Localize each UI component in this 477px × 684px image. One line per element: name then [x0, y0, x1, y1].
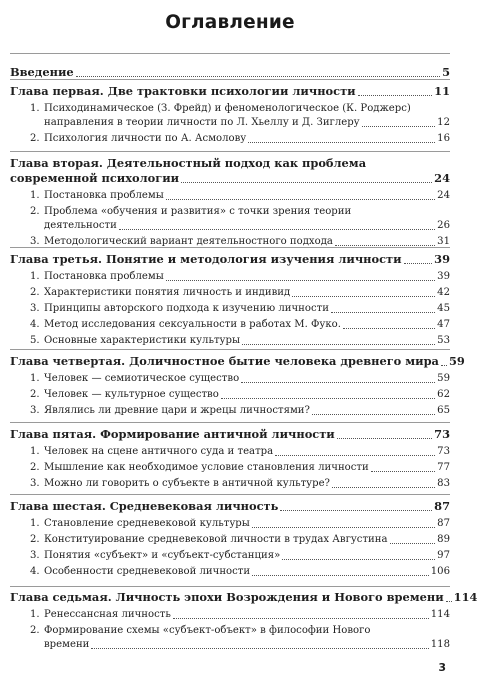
- entry-title: Методологический вариант деятельностного подхода: [44, 236, 333, 247]
- item-row[interactable]: [30, 132, 450, 146]
- entry-title: деятельности: [44, 220, 117, 231]
- item-row[interactable]: [30, 461, 450, 475]
- page-ref: 59: [448, 354, 465, 368]
- entry-title: Метод исследования сексуальности в работах М. Фуко.: [44, 319, 341, 330]
- item-number: 3.: [30, 550, 40, 561]
- dot-leader: [181, 182, 432, 183]
- item-number: 3.: [30, 478, 40, 489]
- item-number: 5.: [30, 335, 40, 346]
- toc-item[interactable]: [30, 286, 450, 300]
- toc-item[interactable]: [30, 189, 450, 203]
- toc-item[interactable]: [30, 517, 450, 531]
- dot-leader: [119, 229, 435, 230]
- page-ref: 16: [437, 133, 450, 144]
- chapter-heading: [10, 590, 477, 605]
- item-number: 3.: [30, 236, 40, 247]
- page-ref: 106: [430, 566, 450, 577]
- entry-title: Основные характеристики культуры: [44, 335, 240, 346]
- dot-leader: [248, 142, 435, 143]
- item-number: 1.: [30, 446, 40, 457]
- entry-title: Психодинамическое (З. Фрейд) и феноменологическое (К. Роджерс): [44, 103, 411, 114]
- toc-chapter: [10, 84, 450, 148]
- item-row[interactable]: [30, 533, 450, 547]
- dot-leader: [362, 126, 436, 127]
- page-ref: 89: [437, 534, 450, 545]
- item-number: 2.: [30, 133, 40, 144]
- chapter-heading: [10, 354, 465, 369]
- item-row[interactable]: [30, 608, 450, 622]
- page-ref: 73: [434, 427, 450, 441]
- entry-title: Постановка проблемы: [44, 190, 164, 201]
- chapter-items: [10, 608, 450, 652]
- toc-item[interactable]: [30, 205, 450, 233]
- item-row[interactable]: [30, 477, 450, 491]
- chapter-divider: [10, 79, 450, 80]
- toc-item[interactable]: [30, 132, 450, 146]
- chapter-items: [10, 372, 450, 418]
- dot-leader: [173, 618, 429, 619]
- item-row[interactable]: [30, 565, 450, 579]
- entry-title: Глава четвертая. Доличностное бытие человека древнего мира: [10, 354, 439, 368]
- toc-item[interactable]: [30, 624, 450, 652]
- dot-leader: [441, 365, 447, 366]
- chapter-row[interactable]: [10, 590, 477, 605]
- dot-leader: [76, 76, 440, 77]
- item-line: [30, 205, 450, 219]
- page-number: 3: [438, 661, 446, 674]
- entry-title: Ренессансная личность: [44, 609, 171, 620]
- chapter-items: [10, 517, 450, 579]
- page-ref: 62: [437, 389, 450, 400]
- item-number: 2.: [30, 534, 40, 545]
- item-number: 3.: [30, 405, 40, 416]
- dot-leader: [337, 438, 432, 439]
- page-ref: 31: [437, 236, 450, 247]
- dot-leader: [343, 328, 435, 329]
- chapter-items: [10, 102, 450, 146]
- item-number: 1.: [30, 373, 40, 384]
- chapter-heading: [10, 427, 450, 442]
- dot-leader: [91, 648, 428, 649]
- entry-title: современной психологии: [10, 171, 180, 185]
- item-row[interactable]: [30, 270, 450, 284]
- toc-item[interactable]: [30, 533, 450, 547]
- dot-leader: [404, 263, 433, 264]
- chapter-divider: [10, 494, 450, 495]
- page-ref: 87: [434, 499, 450, 513]
- page-ref: 114: [453, 590, 477, 604]
- toc-item[interactable]: [30, 302, 450, 316]
- item-number: 3.: [30, 303, 40, 314]
- item-number: 1.: [30, 190, 40, 201]
- item-row[interactable]: [30, 219, 450, 233]
- entry-title: Введение: [10, 65, 74, 79]
- toc-chapter: [10, 156, 450, 251]
- intro-row[interactable]: [10, 65, 450, 80]
- page-ref: 5: [442, 65, 450, 79]
- dot-leader: [390, 543, 436, 544]
- item-row[interactable]: [30, 334, 450, 348]
- toc-item[interactable]: [30, 445, 450, 459]
- entry-title: Формирование схемы «субъект-объект» в философии Нового: [44, 625, 371, 636]
- toc-entry-intro: [10, 65, 450, 80]
- item-row[interactable]: [30, 549, 450, 563]
- dot-leader: [282, 559, 435, 560]
- chapter-heading: [10, 499, 450, 514]
- dot-leader: [242, 344, 435, 345]
- item-row[interactable]: [30, 116, 450, 130]
- item-number: 2.: [30, 206, 40, 217]
- item-line: [30, 102, 450, 116]
- item-number: 1.: [30, 518, 40, 529]
- page-ref: 24: [437, 190, 450, 201]
- item-row[interactable]: [30, 638, 450, 652]
- page-ref: 11: [434, 84, 450, 98]
- page-ref: 77: [437, 462, 450, 473]
- page-ref: 39: [434, 252, 450, 266]
- chapter-items: [10, 270, 450, 348]
- toc-item[interactable]: [30, 608, 450, 622]
- page-ref: 42: [437, 287, 450, 298]
- entry-title: Глава шестая. Средневековая личность: [10, 499, 279, 513]
- dot-leader: [280, 510, 432, 511]
- page-ref: 26: [437, 220, 450, 231]
- dot-leader: [166, 199, 435, 200]
- entry-title: Являлись ли древние цари и жрецы личностями?: [44, 405, 310, 416]
- toc-chapter: [10, 590, 477, 654]
- toc-item[interactable]: [30, 477, 450, 491]
- item-number: 2.: [30, 625, 40, 636]
- item-number: 4.: [30, 319, 40, 330]
- item-row[interactable]: [30, 388, 450, 402]
- page-title: Оглавление: [165, 12, 295, 33]
- chapter-items: [10, 445, 450, 491]
- chapter-row[interactable]: [10, 252, 450, 267]
- page-ref: 53: [437, 335, 450, 346]
- page-ref: 65: [437, 405, 450, 416]
- toc-item[interactable]: [30, 565, 450, 579]
- toc-item[interactable]: [30, 549, 450, 563]
- page-ref: 24: [434, 171, 450, 185]
- entry-title: направления в теории личности по Л. Хьеллу и Д. Зиглеру: [44, 117, 360, 128]
- toc-item[interactable]: [30, 388, 450, 402]
- item-number: 1.: [30, 103, 40, 114]
- entry-title: Понятия «субъект» и «субъект-субстанция»: [44, 550, 281, 561]
- item-row[interactable]: [30, 189, 450, 203]
- dot-leader: [371, 471, 435, 472]
- page-ref: 73: [437, 446, 450, 457]
- chapter-row[interactable]: [10, 354, 465, 369]
- toc-item[interactable]: [30, 270, 450, 284]
- entry-title: Глава пятая. Формирование античной личности: [10, 427, 335, 441]
- page-ref: 12: [437, 117, 450, 128]
- toc-chapter: [10, 427, 450, 493]
- dot-leader: [252, 527, 435, 528]
- entry-title: Глава седьмая. Личность эпохи Возрождения и Нового времени: [10, 590, 444, 604]
- toc-chapter: [10, 252, 450, 350]
- item-number: 4.: [30, 566, 40, 577]
- item-number: 1.: [30, 609, 40, 620]
- entry-title: Конституирование средневековой личности в трудах Августина: [44, 534, 388, 545]
- item-number: 2.: [30, 462, 40, 473]
- entry-title: Особенности средневековой личности: [44, 566, 251, 577]
- entry-title: Принципы авторского подхода к изучению личности: [44, 303, 329, 314]
- item-row[interactable]: [30, 372, 450, 386]
- chapter-heading: [10, 156, 450, 186]
- chapter-divider: [10, 349, 450, 350]
- chapter-heading: [10, 84, 450, 99]
- page-ref: 59: [437, 373, 450, 384]
- item-number: 2.: [30, 389, 40, 400]
- entry-title: Человек — семиотическое существо: [44, 373, 240, 384]
- chapter-divider: [10, 422, 450, 423]
- toc-item[interactable]: [30, 318, 450, 332]
- item-line: [30, 624, 450, 638]
- item-row[interactable]: [30, 517, 450, 531]
- page-ref: 39: [437, 271, 450, 282]
- entry-title: Глава третья. Понятие и методология изучения личности: [10, 252, 402, 266]
- page-ref: 47: [437, 319, 450, 330]
- toc-item[interactable]: [30, 334, 450, 348]
- page-ref: 45: [437, 303, 450, 314]
- chapter-row[interactable]: [10, 84, 450, 99]
- entry-title: Психология личности по А. Асмолову: [44, 133, 247, 144]
- dot-leader: [335, 245, 435, 246]
- dot-leader: [358, 95, 433, 96]
- dot-leader: [446, 601, 452, 602]
- entry-title: Глава первая. Две трактовки психологии личности: [10, 84, 356, 98]
- title-divider: [10, 53, 450, 54]
- entry-title: Человек на сцене античного суда и театра: [44, 446, 274, 457]
- toc-item[interactable]: [30, 461, 450, 475]
- toc-item[interactable]: [30, 372, 450, 386]
- entry-title: Глава вторая. Деятельностный подход как проблема: [10, 156, 367, 170]
- item-row[interactable]: [30, 404, 450, 418]
- entry-title: Мышление как необходимое условие становления личности: [44, 462, 369, 473]
- chapter-items: [10, 189, 450, 249]
- chapter-row[interactable]: [10, 427, 450, 442]
- entry-title: Проблема «обучения и развития» с точки зрения теории: [44, 206, 352, 217]
- item-row[interactable]: [30, 318, 450, 332]
- dot-leader: [252, 575, 429, 576]
- chapter-divider: [10, 586, 450, 587]
- page-ref: 83: [437, 478, 450, 489]
- entry-title: Можно ли говорить о субъекте в античной культуре?: [44, 478, 330, 489]
- dot-leader: [241, 382, 435, 383]
- chapter-divider: [10, 151, 450, 152]
- entry-title: Человек — культурное существо: [44, 389, 219, 400]
- entry-title: Постановка проблемы: [44, 271, 164, 282]
- dot-leader: [166, 280, 435, 281]
- item-row[interactable]: [30, 286, 450, 300]
- dot-leader: [221, 398, 435, 399]
- page-ref: 114: [430, 609, 450, 620]
- entry-title: Становление средневековой культуры: [44, 518, 250, 529]
- toc-item[interactable]: [30, 102, 450, 130]
- dot-leader: [312, 414, 435, 415]
- entry-title: Характеристики понятия личность и индивид: [44, 287, 291, 298]
- dot-leader: [332, 487, 435, 488]
- dot-leader: [331, 312, 435, 313]
- chapter-heading: [10, 252, 450, 267]
- page-ref: 97: [437, 550, 450, 561]
- item-row[interactable]: [30, 302, 450, 316]
- page-ref: 87: [437, 518, 450, 529]
- entry-title: времени: [44, 639, 90, 650]
- toc-item[interactable]: [30, 404, 450, 418]
- chapter-title-line: [10, 156, 450, 171]
- toc-chapter: [10, 354, 465, 420]
- item-number: 1.: [30, 271, 40, 282]
- dot-leader: [292, 296, 435, 297]
- item-number: 2.: [30, 287, 40, 298]
- chapter-divider: [10, 247, 450, 248]
- dot-leader: [275, 455, 435, 456]
- item-row[interactable]: [30, 445, 450, 459]
- page-ref: 118: [430, 639, 450, 650]
- chapter-row[interactable]: [10, 171, 450, 186]
- toc-chapter: [10, 499, 450, 581]
- chapter-row[interactable]: [10, 499, 450, 514]
